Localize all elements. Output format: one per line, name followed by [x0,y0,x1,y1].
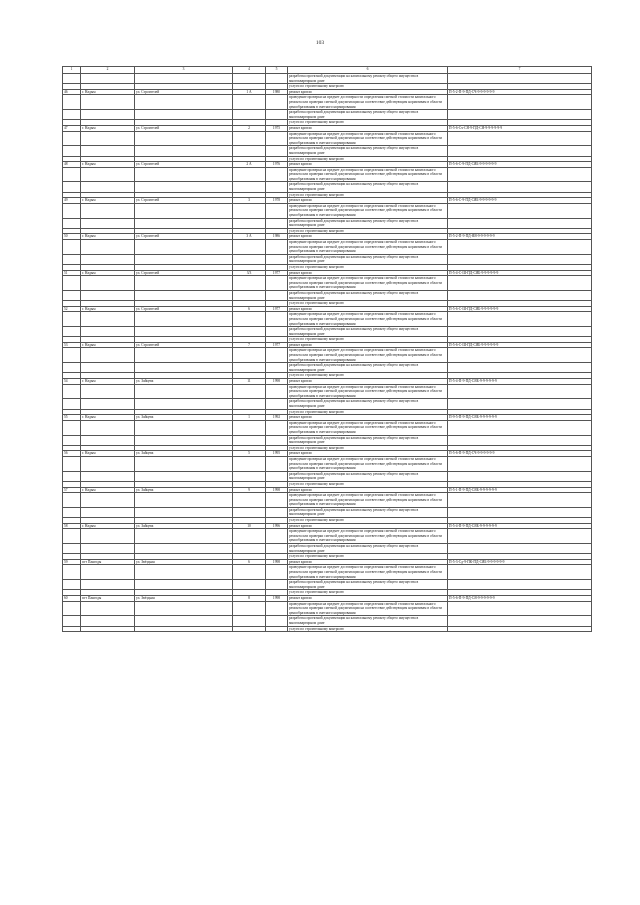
work-item: ремонт кровли [288,125,448,131]
work-item: проведение проверки на предмет достоверности определения сметной стоимости капитального ремонта или проверки сметной документации на соответствие действующим нормативам в области ценообразования в сметного нормирования [288,420,448,435]
work-item: проведение проверки на предмет достоверности определения сметной стоимости капитального ремонта или проверки сметной документации на соответствие действующим нормативам в области ценообразования в сметного нормирования [288,203,448,218]
work-item: ремонт кровли [288,89,448,95]
cell-n: 56 [63,451,81,457]
cell-street: ул. Строителей [135,198,233,204]
work-item: услуги по строительному контролю [288,264,448,270]
housing-repair-table [62,66,592,632]
table-subrow [63,435,592,445]
work-item: проведение проверки на предмет достоверности определения сметной стоимости капитального ремонта или проверки сметной документации на соответствие действующим нормативам в области ценообразования в сметного нормирования [288,276,448,291]
cell-code: П-5-6-С-Ш-ПД-СЯБ-9-9-9-9-9-9 [448,342,592,348]
cell-year: 1992 [266,415,288,421]
cell-city: пгт Пангоды [81,595,135,601]
cell-street: ул. Строителей [135,234,233,240]
work-item: услуги по строительному контролю [288,518,448,524]
table-subrow [63,146,592,156]
cell-city: г. Надым [81,234,135,240]
cell-street: ул. Строителей [135,270,233,276]
work-item: разработка проектной документации на капитальному ремонту общего имущества в многоквартирном доме [288,363,448,373]
work-item: услуги по строительному контролю [288,156,448,162]
table-subrow [63,218,592,228]
cell-house: 3 А [233,234,266,240]
work-item: проведение проверки на предмет достоверности определения сметной стоимости капитального ремонта или проверки сметной документации на соответствие действующим нормативам в области ценообразования в сметного нормирования [288,240,448,255]
cell-n: 55 [63,415,81,421]
work-item: проведение проверки на предмет достоверности определения сметной стоимости капитального ремонта или проверки сметной документации на соответствие действующим нормативам в области ценообразования в сметного нормирования [288,601,448,616]
cell-empty [448,384,592,399]
cell-code: П-5-6-П-9-ПД-СЯ-9-9-9-9-9-9 [448,595,592,601]
cell-street: ул. Зайцева [135,415,233,421]
cell-n: 51 [63,270,81,276]
cell-code: П-5-3-Сд-9-ПК-ПД-СЯБ-9-9-9-9-9-9 [448,559,592,565]
cell-empty [448,290,592,300]
cell-empty [448,471,592,481]
cell-n: 54 [63,379,81,385]
table-subrow [63,384,592,399]
table-subrow [63,95,592,110]
cell-empty [448,420,592,435]
page-number: 103 [315,40,325,46]
work-item: проведение проверки на предмет достоверности определения сметной стоимости капитального ремонта или проверки сметной документации на соответствие действующим нормативам в области ценообразования в сметного нормирования [288,529,448,544]
cell-city: г. Надым [81,306,135,312]
table-subrow [63,456,592,471]
cell-n: 57 [63,487,81,493]
cell-code: П-5-4-С-Ш-ПД-СЯБ-9-9-9-9-9-9 [448,270,592,276]
cell-street: ул. Строителей [135,89,233,95]
cell-empty [448,146,592,156]
work-item: услуги по строительному контролю [288,192,448,198]
work-item: услуги по строительному контролю [288,445,448,451]
cell-street: ул. Зайцева [135,379,233,385]
cell-empty [448,348,592,363]
cell-city: г. Надым [81,342,135,348]
cell-year: 1995 [266,451,288,457]
cell-n: 52 [63,306,81,312]
cell-house: 9 [233,487,266,493]
cell-code: П-5-6-Сч-СЯ-9-ПД-СЯ-9-9-9-9-9-9 [448,125,592,131]
cell-n: 59 [63,559,81,565]
work-item: разработка проектной документации на капитальному ремонту общего имущества в многоквартирном доме [288,616,448,626]
table-subrow [63,601,592,616]
cell-empty [448,182,592,192]
cell-empty [448,616,592,626]
cell-n: 48 [63,162,81,168]
cell-n: 58 [63,523,81,529]
cell-house: 2 А [233,162,266,168]
work-item: ремонт кровли [288,198,448,204]
cell-empty [448,565,592,580]
table-subrow [63,110,592,120]
work-item: проведение проверки на предмет достоверности определения сметной стоимости капитального ремонта или проверки сметной документации на соответствие действующим нормативам в области ценообразования в сметного нормирования [288,456,448,471]
work-item: ремонт кровли [288,234,448,240]
table-subrow [63,420,592,435]
table-subrow [63,131,592,146]
work-item: услуги по строительному контролю [288,373,448,379]
cell-empty [448,507,592,517]
cell-year: 1986 [266,234,288,240]
cell-empty [448,167,592,182]
table-header-row [63,67,592,74]
cell-city: г. Надым [81,125,135,131]
work-item: ремонт кровли [288,523,448,529]
table-subrow [63,626,592,632]
work-item: разработка проектной документации на капитальному ремонту общего имущества в многоквартирном доме [288,580,448,590]
cell-empty [448,626,592,632]
cell-empty [448,218,592,228]
work-item: ремонт кровли [288,451,448,457]
work-item: ремонт кровли [288,559,448,565]
cell-empty [448,276,592,291]
cell-empty [448,203,592,218]
table-subrow [63,399,592,409]
column-header: 6 [288,67,448,74]
cell-house: 1 А [233,89,266,95]
table-subrow [63,529,592,544]
cell-empty [448,580,592,590]
cell-year: 1998 [266,595,288,601]
cell-code: П-5-4-П-9-ПД-СЯБ-9-9-9-9-9-9 [448,523,592,529]
work-item: проведение проверки на предмет достоверности определения сметной стоимости капитального ремонта или проверки сметной документации на соответствие действующим нормативам в области ценообразования в сметного нормирования [288,565,448,580]
work-item: разработка проектной документации на капитальному ремонту общего имущества в многоквартирном доме [288,435,448,445]
work-item: проведение проверки на предмет достоверности определения сметной стоимости капитального ремонта или проверки сметной документации на соответствие действующим нормативам в области ценообразования в сметного нормирования [288,131,448,146]
cell-n: 49 [63,198,81,204]
cell-house: 7 [233,342,266,348]
table-subrow [63,254,592,264]
work-item: ремонт кровли [288,595,448,601]
work-item: ремонт кровли [288,415,448,421]
table-subrow [63,203,592,218]
work-item: проведение проверки на предмет достоверности определения сметной стоимости капитального ремонта или проверки сметной документации на соответствие действующим нормативам в области ценообразования в сметного нормирования [288,167,448,182]
work-item: проведение проверки на предмет достоверности определения сметной стоимости капитального ремонта или проверки сметной документации на соответствие действующим нормативам в области ценообразования в сметного нормирования [288,312,448,327]
work-item: услуги по строительному контролю [288,301,448,307]
work-item: услуги по строительному контролю [288,84,448,90]
cell-house: 8 [233,595,266,601]
table-subrow [63,240,592,255]
cell-year: 1976 [266,162,288,168]
cell-street: ул. Зайцева [135,487,233,493]
column-header: 1 [63,67,81,74]
cell-code: П-5-1-П-9-ПД-СЯБ-9-9-9-9-9-9 [448,487,592,493]
work-item: проведение проверки на предмет достоверности определения сметной стоимости капитального ремонта или проверки сметной документации на соответствие действующим нормативам в области ценообразования в сметного нормирования [288,384,448,399]
cell-street: ул. Строителей [135,125,233,131]
cell-year: 1998 [266,379,288,385]
cell-city: г. Надым [81,379,135,385]
cell-code: П-5-4-П-9-ПД-СЯБ-9-9-9-9-9-9 [448,379,592,385]
work-item: услуги по строительному контролю [288,554,448,560]
cell-house: 2 [233,125,266,131]
cell-city: г. Надым [81,523,135,529]
work-item: разработка проектной документации на капитальному ремонту общего имущества в многоквартирном доме [288,182,448,192]
work-item: ремонт кровли [288,162,448,168]
cell-code: П-5-6-С-9-ПД-СЯБ-9-9-9-9-9-9 [448,198,592,204]
table-subrow [63,290,592,300]
work-item: услуги по строительному контролю [288,590,448,596]
work-item: ремонт кровли [288,306,448,312]
work-item: разработка проектной документации на капитальному ремонту общего имущества в многоквартирном доме [288,471,448,481]
cell-street: ул. Звёздная [135,559,233,565]
cell-empty [448,435,592,445]
cell-city: г. Надым [81,198,135,204]
table-subrow [63,544,592,554]
cell-city: г. Надым [81,270,135,276]
table-subrow [63,276,592,291]
cell-street: ул. Строителей [135,162,233,168]
work-item: разработка проектной документации на капитальному ремонту общего имущества в многоквартирном доме [288,399,448,409]
cell-year: 1977 [266,270,288,276]
table-subrow [63,167,592,182]
cell-empty [448,327,592,337]
cell-house: 11 [233,379,266,385]
cell-empty [448,456,592,471]
cell-street: ул. Строителей [135,306,233,312]
cell-street: ул. Зайцева [135,451,233,457]
cell-house: 1 [233,415,266,421]
work-item: ремонт кровли [288,487,448,493]
table-subrow [63,471,592,481]
table-subrow [63,565,592,580]
cell-year: 1978 [266,198,288,204]
work-item: разработка проектной документации на капитальному ремонту общего имущества в многоквартирном доме [288,110,448,120]
cell-n: 46 [63,89,81,95]
cell-house: 3 [233,198,266,204]
cell-empty [448,399,592,409]
work-item: проведение проверки на предмет достоверности определения сметной стоимости капитального ремонта или проверки сметной документации на соответствие действующим нормативам в области ценообразования в сметного нормирования [288,493,448,508]
cell-city: г. Надым [81,451,135,457]
cell-year: 1977 [266,306,288,312]
cell-empty [448,95,592,110]
cell-city: г. Надым [81,89,135,95]
work-item: разработка проектной документации на капитальному ремонту общего имущества в многоквартирном доме [288,218,448,228]
cell-street: ул. Зайцева [135,523,233,529]
cell-city: г. Надым [81,487,135,493]
cell-code: П-5-6-С-9-ПД-СЯБ-9-9-9-9-9-9 [448,162,592,168]
cell-empty [448,544,592,554]
cell-street: ул. Строителей [135,342,233,348]
cell-code: П-5-2-П-9-ПД-СЧ-9-9-9-9-9-9 [448,89,592,95]
cell-house: 10 [233,523,266,529]
column-header: 2 [81,67,135,74]
cell-empty [448,131,592,146]
work-item: услуги по строительному контролю [288,409,448,415]
table-subrow [63,348,592,363]
work-item: ремонт кровли [288,270,448,276]
cell-empty [448,110,592,120]
cell-code: П-5-6-П-9-ПД-СЧ-9-9-9-9-9-9 [448,451,592,457]
cell-street: ул. Звёздная [135,595,233,601]
column-header: 7 [448,67,592,74]
cell-empty [448,529,592,544]
column-header: 4 [233,67,266,74]
cell-house: 6 [233,559,266,565]
work-item: разработка проектной документации на капитальному ремонту общего имущества в многоквартирном доме [288,327,448,337]
cell-code: П-5-2-П-9-ПД-ЯЯ-9-9-9-9-9-9 [448,234,592,240]
cell-n: 50 [63,234,81,240]
cell-n: 47 [63,125,81,131]
work-item: услуги по строительному контролю [288,228,448,234]
cell-n: 53 [63,342,81,348]
work-item: разработка проектной документации на капитальному ремонту общего имущества в многоквартирном доме [288,254,448,264]
table-subrow [63,363,592,373]
cell-year: 1980 [266,89,288,95]
cell-city: г. Надым [81,415,135,421]
cell-empty [448,254,592,264]
work-item: услуги по строительному контролю [288,481,448,487]
cell-empty [448,493,592,508]
work-item: услуги по строительному контролю [288,337,448,343]
work-item: ремонт кровли [288,379,448,385]
cell-city: пгт Пангоды [81,559,135,565]
cell-code: П-5-6-С-Ш-ПД-СЯБ-9-9-9-9-9-9 [448,306,592,312]
work-item: проведение проверки на предмет достоверности определения сметной стоимости капитального ремонта или проверки сметной документации на соответствие действующим нормативам в области ценообразования в сметного нормирования [288,95,448,110]
cell-year: 1998 [266,487,288,493]
continuation-row [63,74,592,84]
cell-year: 1977 [266,342,288,348]
table-subrow [63,182,592,192]
work-item: услуги по строительному контролю [288,120,448,126]
cell-year: 1975 [266,125,288,131]
column-header: 5 [266,67,288,74]
column-header: 3 [135,67,233,74]
cell-house: 3/3 [233,270,266,276]
work-item: услуги по строительному контролю [288,626,448,632]
work-item: разработка проектной документации на капитальному ремонту общего имущества в многоквартирном доме [288,507,448,517]
cell-code: П-9-5-П-9-ПД-СЯБ-9-9-9-9-9-9 [448,415,592,421]
cell-year: 1996 [266,523,288,529]
work-item: ремонт кровли [288,342,448,348]
work-item: проведение проверки на предмет достоверности определения сметной стоимости капитального ремонта или проверки сметной документации на соответствие действующим нормативам в области ценообразования в сметного нормирования [288,348,448,363]
cell-house: 6 [233,306,266,312]
cell-empty [448,240,592,255]
table-subrow [63,493,592,508]
cell-empty [448,312,592,327]
cell-year: 1998 [266,559,288,565]
work-item: разработка проектной документации на капитальному ремонту общего имущества в многоквартирном доме [288,290,448,300]
cell-city: г. Надым [81,162,135,168]
cell-empty [448,363,592,373]
work-item: разработка проектной документации на капитальному ремонту общего имущества в многоквартирном доме [288,146,448,156]
table-subrow [63,616,592,626]
table-subrow [63,312,592,327]
table-subrow [63,507,592,517]
table-body [63,67,592,632]
table-subrow [63,327,592,337]
work-item: разработка проектной документации на капитальному ремонту общего имущества в многоквартирном доме [288,544,448,554]
cell-n: 60 [63,595,81,601]
cell-house: 5 [233,451,266,457]
cell-empty [448,601,592,616]
work-item: разработка проектной документации на капитальному ремонту общего имущества в многоквартирном доме [288,74,448,84]
table-subrow [63,580,592,590]
